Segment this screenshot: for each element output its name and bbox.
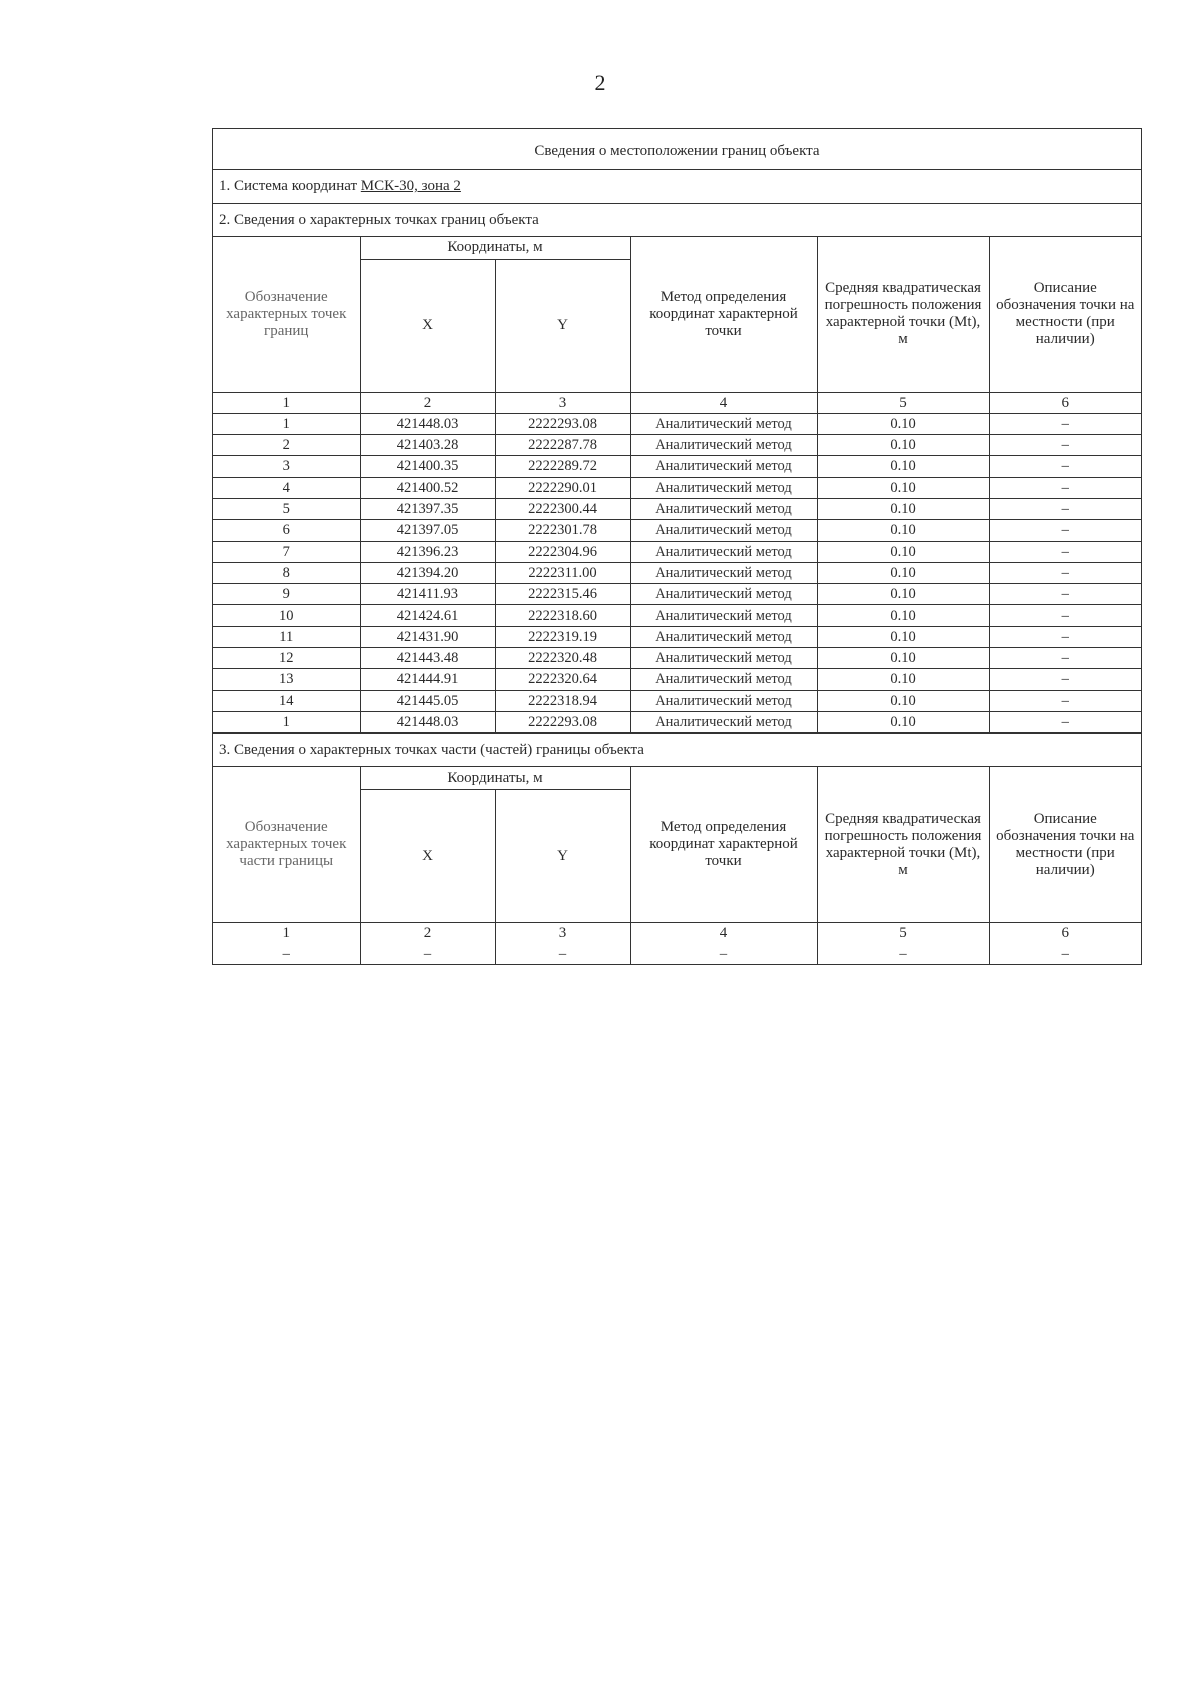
cell-mean-error: 0.10 [817, 605, 989, 626]
coordinate-system-value: МСК-30, зона 2 [360, 178, 461, 195]
cell-description: – [989, 690, 1141, 711]
cell-mean-error: 0.10 [817, 498, 989, 519]
column-number: 2 [360, 923, 495, 944]
cell-description: – [989, 498, 1141, 519]
cell-y: 2222289.72 [495, 456, 630, 477]
section3-table-body [213, 943, 1141, 963]
cell-point: 3 [213, 456, 360, 477]
coordinate-system-label: 1. Система координат [219, 178, 358, 195]
cell-method: Аналитический метод [630, 456, 817, 477]
section2-table-header [213, 237, 1141, 414]
cell-x: 421444.91 [360, 669, 495, 690]
cell-x: 421445.05 [360, 690, 495, 711]
cell-description: – [989, 413, 1141, 434]
header-part-point-designation: Обозначение характерных точек части границы [213, 767, 360, 923]
table-row [213, 711, 1141, 732]
cell-point: 2 [213, 435, 360, 456]
cell-point: 12 [213, 648, 360, 669]
boundary-info-sheet [212, 128, 1142, 965]
section3-table [213, 767, 1141, 963]
column-number: 6 [989, 392, 1141, 413]
cell-y: 2222293.08 [495, 413, 630, 434]
header-x: X [360, 790, 495, 923]
cell-point: 4 [213, 477, 360, 498]
column-number: 4 [630, 392, 817, 413]
cell-point: 8 [213, 562, 360, 583]
cell-description: – [989, 605, 1141, 626]
column-number: 5 [817, 923, 989, 944]
cell-mean-error: 0.10 [817, 456, 989, 477]
column-number-row [213, 923, 1141, 944]
table-row [213, 669, 1141, 690]
table-row [213, 943, 1141, 963]
cell-mean-error: 0.10 [817, 626, 989, 647]
header-y: Y [495, 790, 630, 923]
cell-method: Аналитический метод [630, 562, 817, 583]
sheet-title: Сведения о местоположении границ объекта [213, 129, 1141, 170]
table-row [213, 605, 1141, 626]
cell-description: – [989, 541, 1141, 562]
cell-mean-error: 0.10 [817, 477, 989, 498]
cell-point: 9 [213, 584, 360, 605]
table-row [213, 413, 1141, 434]
cell-method: Аналитический метод [630, 584, 817, 605]
cell-y: 2222311.00 [495, 562, 630, 583]
cell-point: 11 [213, 626, 360, 647]
cell-method: Аналитический метод [630, 605, 817, 626]
column-number: 3 [495, 392, 630, 413]
table-row [213, 456, 1141, 477]
cell-x: 421431.90 [360, 626, 495, 647]
cell-method: Аналитический метод [630, 435, 817, 456]
cell-y: 2222293.08 [495, 711, 630, 732]
header-point-designation: Обозначение характерных точек границ [213, 237, 360, 393]
header-coordinates: Координаты, м [360, 767, 630, 790]
cell-description: – [989, 477, 1141, 498]
cell-mean-error: 0.10 [817, 541, 989, 562]
table-row [213, 584, 1141, 605]
cell-point: 6 [213, 520, 360, 541]
cell-y: 2222315.46 [495, 584, 630, 605]
table-row [213, 648, 1141, 669]
cell-x: 421403.28 [360, 435, 495, 456]
cell-x: 421397.05 [360, 520, 495, 541]
cell-point: 14 [213, 690, 360, 711]
cell-mean-error: 0.10 [817, 520, 989, 541]
cell-method: Аналитический метод [630, 626, 817, 647]
cell-x: – [360, 943, 495, 963]
header-x: X [360, 259, 495, 392]
cell-point: 1 [213, 711, 360, 732]
table-row [213, 477, 1141, 498]
cell-method: Аналитический метод [630, 690, 817, 711]
cell-mean-error: – [817, 943, 989, 963]
cell-x: 421443.48 [360, 648, 495, 669]
cell-x: 421411.93 [360, 584, 495, 605]
table-row [213, 435, 1141, 456]
section3-heading: 3. Сведения о характерных точках части (частей) границы объекта [213, 733, 1141, 767]
cell-x: 421397.35 [360, 498, 495, 519]
cell-x: 421400.52 [360, 477, 495, 498]
cell-point: – [213, 943, 360, 963]
cell-x: 421448.03 [360, 711, 495, 732]
cell-y: 2222318.94 [495, 690, 630, 711]
section2-table [213, 237, 1141, 733]
cell-method: Аналитический метод [630, 648, 817, 669]
header-mean-error: Средняя квадратическая погрешность положения характерной точки (Mt), м [817, 237, 989, 393]
cell-y: 2222304.96 [495, 541, 630, 562]
coordinate-system-line [213, 170, 1141, 203]
table-row [213, 498, 1141, 519]
cell-x: 421396.23 [360, 541, 495, 562]
cell-description: – [989, 520, 1141, 541]
cell-point: 5 [213, 498, 360, 519]
cell-x: 421394.20 [360, 562, 495, 583]
cell-x: 421400.35 [360, 456, 495, 477]
header-mean-error: Средняя квадратическая погрешность положения характерной точки (Mt), м [817, 767, 989, 923]
column-number-row [213, 392, 1141, 413]
cell-method: Аналитический метод [630, 520, 817, 541]
cell-mean-error: 0.10 [817, 648, 989, 669]
table-row [213, 690, 1141, 711]
cell-y: 2222290.01 [495, 477, 630, 498]
cell-mean-error: 0.10 [817, 435, 989, 456]
cell-point: 7 [213, 541, 360, 562]
cell-y: 2222320.64 [495, 669, 630, 690]
cell-point: 13 [213, 669, 360, 690]
cell-description: – [989, 943, 1141, 963]
column-number: 2 [360, 392, 495, 413]
cell-point: 1 [213, 413, 360, 434]
cell-description: – [989, 562, 1141, 583]
cell-method: – [630, 943, 817, 963]
cell-method: Аналитический метод [630, 477, 817, 498]
section2-heading: 2. Сведения о характерных точках границ объекта [213, 204, 1141, 237]
column-number: 6 [989, 923, 1141, 944]
cell-description: – [989, 711, 1141, 732]
column-number: 1 [213, 392, 360, 413]
page-number: 2 [594, 70, 606, 95]
cell-description: – [989, 456, 1141, 477]
header-description: Описание обозначения точки на местности (при наличии) [989, 767, 1141, 923]
column-number: 4 [630, 923, 817, 944]
cell-y: 2222319.19 [495, 626, 630, 647]
section3-table-header [213, 767, 1141, 943]
column-number: 1 [213, 923, 360, 944]
cell-x: 421424.61 [360, 605, 495, 626]
cell-description: – [989, 648, 1141, 669]
cell-point: 10 [213, 605, 360, 626]
column-number: 5 [817, 392, 989, 413]
cell-method: Аналитический метод [630, 541, 817, 562]
cell-y: – [495, 943, 630, 963]
header-description: Описание обозначения точки на местности (при наличии) [989, 237, 1141, 393]
table-row [213, 626, 1141, 647]
cell-method: Аналитический метод [630, 711, 817, 732]
cell-y: 2222301.78 [495, 520, 630, 541]
cell-method: Аналитический метод [630, 669, 817, 690]
cell-y: 2222318.60 [495, 605, 630, 626]
cell-mean-error: 0.10 [817, 711, 989, 732]
cell-x: 421448.03 [360, 413, 495, 434]
cell-description: – [989, 669, 1141, 690]
cell-y: 2222300.44 [495, 498, 630, 519]
cell-y: 2222287.78 [495, 435, 630, 456]
header-method: Метод определения координат характерной точки [630, 237, 817, 393]
cell-mean-error: 0.10 [817, 690, 989, 711]
table-row [213, 562, 1141, 583]
cell-description: – [989, 435, 1141, 456]
cell-method: Аналитический метод [630, 498, 817, 519]
header-coordinates: Координаты, м [360, 237, 630, 260]
cell-mean-error: 0.10 [817, 669, 989, 690]
cell-description: – [989, 584, 1141, 605]
cell-mean-error: 0.10 [817, 562, 989, 583]
cell-description: – [989, 626, 1141, 647]
cell-mean-error: 0.10 [817, 413, 989, 434]
cell-y: 2222320.48 [495, 648, 630, 669]
header-method: Метод определения координат характерной точки [630, 767, 817, 923]
header-y: Y [495, 259, 630, 392]
section2-table-body [213, 413, 1141, 732]
cell-method: Аналитический метод [630, 413, 817, 434]
table-row [213, 541, 1141, 562]
table-row [213, 520, 1141, 541]
column-number: 3 [495, 923, 630, 944]
cell-mean-error: 0.10 [817, 584, 989, 605]
